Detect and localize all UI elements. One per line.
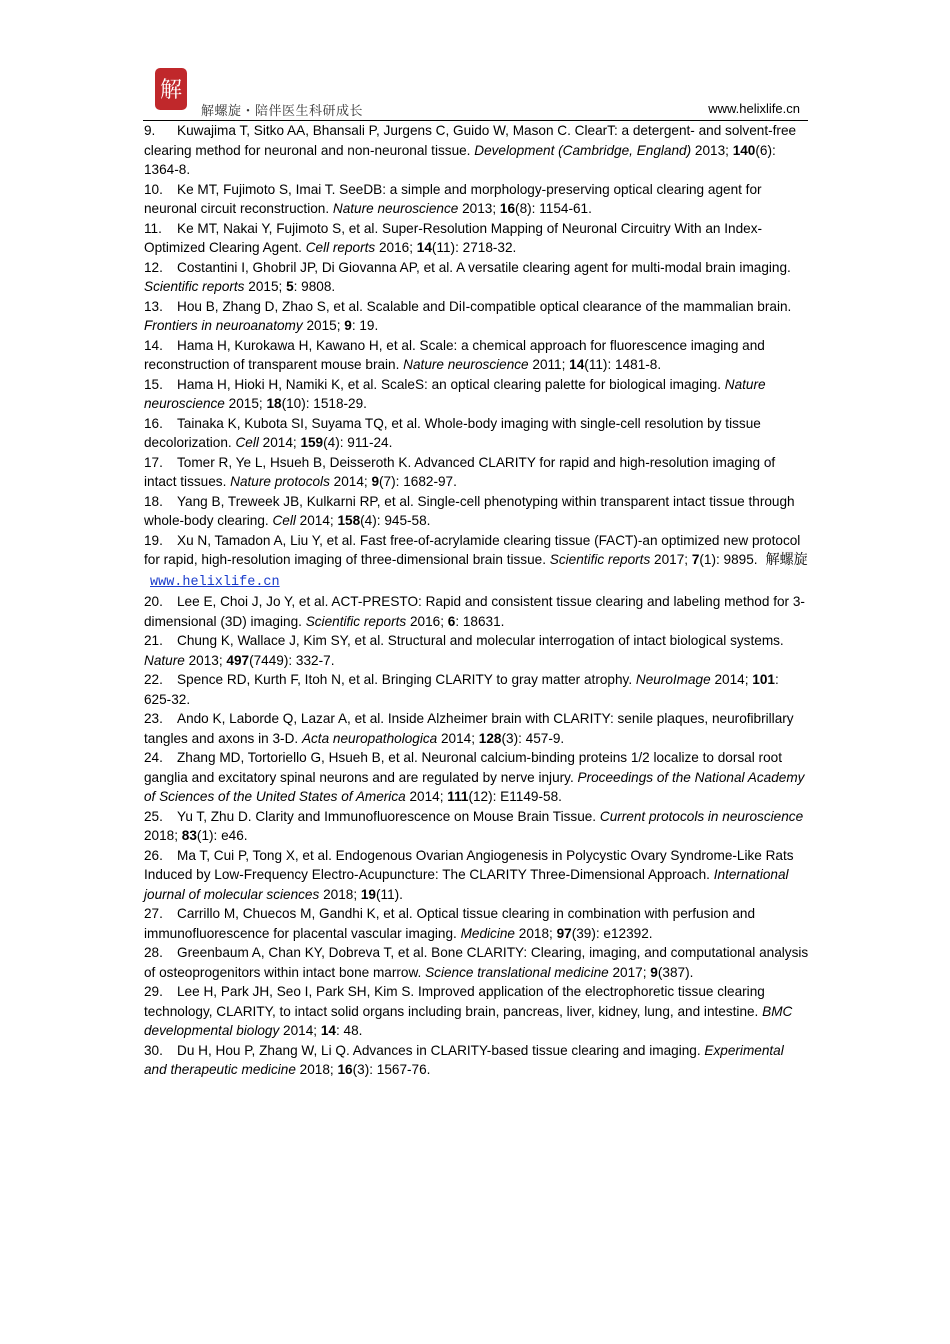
- reference-authors-title: Ma T, Cui P, Tong X, et al. Endogenous Ovarian Angiogenesis in Polycystic Ovary Syndrome-Like Rats Induced by Low-Frequency Electro-Acupuncture: The CLARITY Three-Dimensional Approach.: [144, 847, 794, 882]
- reference-authors-title: Ke MT, Nakai Y, Fujimoto S, et al. Super-Resolution Mapping of Neuronal Circuitry With an Index-Optimized Clearing Agent.: [144, 220, 763, 255]
- brand-slogan: 解螺旋・陪伴医生科研成长: [201, 104, 364, 119]
- reference-authors-title: Carrillo M, Chuecos M, Gandhi K, et al. Optical tissue clearing in combination with perfusion and immunofluorescence for placental vascular imaging.: [144, 906, 756, 941]
- reference-volume: 111: [447, 789, 469, 804]
- reference-entry: [144, 904, 809, 943]
- reference-number: 27.: [144, 906, 163, 921]
- reference-entry: [144, 846, 809, 905]
- reference-number: 25.: [144, 808, 163, 824]
- reference-journal: Nature neuroscience: [144, 376, 766, 411]
- reference-pages: (11): 2718-32.: [431, 240, 517, 255]
- reference-year: 2014;: [405, 789, 448, 804]
- reference-journal: Current protocols in neuroscience: [599, 808, 804, 824]
- reference-pages: (4): 945-58.: [360, 513, 431, 528]
- reference-authors-title: Yu T, Zhu D. Clarity and Immunofluorescence on Mouse Brain Tissue.: [177, 808, 600, 824]
- reference-number: 21.: [144, 633, 163, 648]
- reference-pages: : 9808.: [293, 279, 336, 294]
- reference-authors-title: Greenbaum A, Chan KY, Dobreva T, et al. Bone CLARITY: Clearing, imaging, and computational analysis of osteoprogenitors within intact bone marrow.: [144, 945, 809, 980]
- reference-journal: Cell: [272, 513, 296, 528]
- helixlife-logo-icon: [153, 66, 189, 112]
- reference-authors-title: Lee H, Park JH, Seo I, Park SH, Kim S. Improved application of the electrophoretic tissue clearing technology, CLARITY, to intact solid organs including brain, pancreas, liver, kidney, lung, and intestine.: [144, 984, 765, 1019]
- reference-pages: (1): e46.: [196, 828, 248, 843]
- reference-volume: 83: [181, 828, 197, 843]
- reference-journal: Development (Cambridge, England): [474, 142, 692, 158]
- reference-number: 13.: [144, 298, 163, 314]
- reference-volume: 16: [499, 201, 516, 216]
- reference-volume: 159: [300, 435, 324, 450]
- reference-volume: 9: [344, 318, 352, 333]
- reference-year: 2016;: [375, 240, 417, 255]
- reference-volume: 19: [360, 886, 376, 902]
- reference-journal: Nature neuroscience: [403, 357, 529, 372]
- reference-volume: 97: [556, 925, 572, 941]
- reference-journal: Scientific reports: [144, 279, 245, 294]
- reference-entry: [144, 258, 809, 297]
- reference-volume: 497: [226, 652, 250, 668]
- reference-volume: 5: [286, 279, 294, 294]
- reference-number: 29.: [144, 984, 163, 999]
- reference-pages: (7449): 332-7.: [249, 652, 335, 668]
- reference-volume: 158: [337, 513, 361, 528]
- watermark-text: 解螺旋: [765, 552, 808, 568]
- reference-journal: International journal of molecular sciences: [144, 867, 789, 902]
- reference-authors-title: Zhang MD, Tortoriello G, Hsueh B, et al. Neuronal calcium-binding proteins 1/2 localize to dorsal root ganglia and excitatory spinal neurons and are regulated by nerve injury.: [144, 750, 782, 785]
- reference-year: 2017;: [608, 964, 651, 980]
- reference-volume: 140: [732, 142, 756, 158]
- reference-volume: 14: [320, 1023, 336, 1038]
- reference-entry: [144, 709, 809, 748]
- reference-pages: (3): 1567-76.: [352, 1062, 431, 1077]
- reference-authors-title: Costantini I, Ghobril JP, Di Giovanna AP, et al. A versatile clearing agent for multi-modal brain imaging.: [177, 259, 791, 275]
- reference-pages: : 48.: [335, 1023, 363, 1038]
- reference-journal: Scientific reports: [305, 613, 407, 629]
- reference-entry: [144, 492, 809, 531]
- reference-year: 2013;: [691, 142, 733, 158]
- reference-year: 2015;: [244, 279, 287, 294]
- reference-pages: : 18631.: [455, 613, 505, 629]
- reference-entry: [144, 943, 809, 982]
- reference-authors-title: Hama H, Kurokawa H, Kawano H, et al. Scale: a chemical approach for fluorescence imaging and reconstruction of transparent mouse brain.: [144, 337, 765, 372]
- reference-journal: Nature: [144, 652, 185, 668]
- reference-entry: [144, 414, 809, 453]
- reference-number: 19.: [144, 532, 163, 548]
- reference-year: 2017;: [650, 552, 692, 567]
- reference-year: 2015;: [302, 318, 345, 333]
- reference-entry: [144, 219, 809, 258]
- reference-entry: [144, 748, 809, 807]
- reference-authors-title: Hou B, Zhang D, Zhao S, et al. Scalable and DiI-compatible optical clearance of the mammalian brain.: [177, 298, 792, 314]
- reference-number: 23.: [144, 711, 163, 726]
- reference-year: 2018;: [295, 1062, 338, 1077]
- reference-number: 26.: [144, 847, 163, 863]
- reference-authors-title: Xu N, Tamadon A, Liu Y, et al. Fast free-of-acrylamide clearing tissue (FACT)-an optimized new protocol for rapid, high-resolution imaging of three-dimensional brain tissue.: [144, 532, 801, 567]
- reference-entry: [144, 670, 809, 709]
- site-url[interactable]: www.helixlife.cn: [708, 101, 800, 116]
- reference-number: 22.: [144, 672, 163, 687]
- reference-entry: [144, 453, 809, 492]
- reference-number: 18.: [144, 493, 163, 509]
- reference-number: 11.: [144, 220, 162, 236]
- reference-volume: 14: [416, 240, 432, 255]
- reference-entry: [144, 297, 809, 336]
- reference-journal: Cell: [235, 435, 259, 450]
- reference-year: 2011;: [528, 357, 570, 372]
- reference-year: 2018;: [319, 886, 361, 902]
- page-header: [143, 64, 808, 121]
- reference-journal: NeuroImage: [635, 672, 711, 687]
- reference-entry: [144, 631, 809, 670]
- reference-entry: [144, 592, 809, 631]
- reference-authors-title: Chung K, Wallace J, Kim SY, et al. Structural and molecular interrogation of intact biological systems.: [177, 633, 784, 648]
- reference-pages: (11): 1481-8.: [584, 357, 662, 372]
- reference-number: 17.: [144, 454, 163, 470]
- reference-number: 12.: [144, 259, 163, 275]
- reference-volume: 7: [691, 552, 700, 567]
- reference-pages: (6): 1364-8.: [144, 142, 776, 177]
- reference-authors-title: Spence RD, Kurth F, Itoh N, et al. Bringing CLARITY to gray matter atrophy.: [177, 672, 636, 687]
- reference-number: 15.: [144, 376, 163, 392]
- reference-year: 2013;: [184, 652, 227, 668]
- reference-pages: (3): 457-9.: [501, 730, 565, 746]
- reference-pages: (10): 1518-29.: [281, 396, 367, 411]
- reference-volume: 16: [337, 1062, 353, 1077]
- reference-pages: (4): 911-24.: [323, 435, 393, 450]
- reference-authors-title: Tomer R, Ye L, Hsueh B, Deisseroth K. Advanced CLARITY for rapid and high-resolution imaging of intact tissues.: [144, 454, 776, 489]
- reference-volume: 14: [569, 357, 585, 372]
- reference-year: 2013;: [458, 201, 500, 216]
- reference-pages: : 19.: [351, 318, 379, 333]
- reference-list: [144, 121, 809, 1080]
- reference-pages: : 625-32.: [144, 672, 779, 707]
- reference-entry: [144, 531, 809, 593]
- reference-journal: Scientific reports: [549, 552, 651, 567]
- reference-number: 30.: [144, 1042, 163, 1058]
- reference-entry: [144, 180, 809, 219]
- reference-journal: Proceedings of the National Academy of Sciences of the United States of America: [144, 769, 805, 804]
- reference-volume: 101: [752, 672, 775, 687]
- reference-number: 10.: [144, 181, 163, 197]
- logo-text: 解: [159, 78, 183, 103]
- reference-entry: [144, 375, 809, 414]
- reference-authors-title: Kuwajima T, Sitko AA, Bhansali P, Jurgens C, Guido W, Mason C. ClearT: a detergent- and solvent-free clearing method for neuronal and non-neuronal tissue.: [144, 123, 797, 158]
- reference-pages: (11).: [376, 886, 403, 902]
- reference-number: 16.: [144, 415, 163, 431]
- reference-year: 2014;: [710, 672, 753, 687]
- reference-year: 2014;: [437, 730, 479, 746]
- reference-year: 2014;: [258, 435, 301, 450]
- reference-authors-title: Ke MT, Fujimoto S, Imai T. SeeDB: a simple and morphology-preserving optical clearing agent for neuronal circuit reconstruction.: [144, 181, 762, 216]
- reference-journal: Medicine: [460, 925, 515, 941]
- reference-journal: Nature protocols: [230, 474, 330, 489]
- reference-authors-title: Tainaka K, Kubota SI, Suyama TQ, et al. Whole-body imaging with single-cell resolution by tissue decolorization.: [144, 415, 761, 450]
- reference-pages: (12): E1149-58.: [468, 789, 562, 804]
- reference-authors-title: Du H, Hou P, Zhang W, Li Q. Advances in CLARITY-based tissue clearing and imaging.: [177, 1042, 705, 1058]
- reference-entry: [144, 807, 809, 846]
- reference-journal: Cell reports: [305, 240, 376, 255]
- reference-entry: [144, 121, 809, 180]
- reference-pages: (1): 9895.: [699, 552, 758, 567]
- reference-year: 2015;: [224, 396, 267, 411]
- reference-entry: [144, 1041, 809, 1080]
- reference-number: 20.: [144, 594, 163, 609]
- reference-journal: Frontiers in neuroanatomy: [144, 318, 303, 333]
- watermark-link[interactable]: www.helixlife.cn: [150, 574, 280, 590]
- reference-number: 28.: [144, 945, 163, 960]
- reference-journal: Nature neuroscience: [332, 201, 459, 216]
- reference-journal: Acta neuropathologica: [301, 730, 438, 746]
- reference-number: 14.: [144, 337, 163, 353]
- reference-number: 24.: [144, 750, 163, 765]
- reference-year: 2014;: [329, 474, 372, 489]
- reference-year: 2014;: [295, 513, 338, 528]
- reference-pages: (8): 1154-61.: [515, 201, 592, 216]
- reference-journal: Experimental and therapeutic medicine: [144, 1042, 784, 1077]
- reference-volume: 128: [478, 730, 502, 746]
- reference-year: 2016;: [406, 613, 448, 629]
- reference-volume: 9: [650, 964, 658, 980]
- reference-volume: 18: [266, 396, 282, 411]
- reference-journal: BMC developmental biology: [144, 1003, 793, 1038]
- reference-pages: (7): 1682-97.: [379, 474, 457, 489]
- reference-authors-title: Hama H, Hioki H, Namiki K, et al. ScaleS: an optical clearing palette for biological imaging.: [177, 376, 725, 392]
- reference-pages: (39): e12392.: [571, 925, 653, 941]
- reference-year: 2018;: [144, 828, 182, 843]
- reference-authors-title: Ando K, Laborde Q, Lazar A, et al. Inside Alzheimer brain with CLARITY: senile plaques, neurofibrillary tangles and axons in 3-D.: [144, 711, 794, 746]
- reference-entry: [144, 336, 809, 375]
- reference-authors-title: Yang B, Treweek JB, Kulkarni RP, et al. Single-cell phenotyping within transparent intact tissue through whole-body clearing.: [144, 493, 795, 528]
- reference-authors-title: Lee E, Choi J, Jo Y, et al. ACT-PRESTO: Rapid and consistent tissue clearing and labeling method for 3-dimensional (3D) imaging.: [144, 594, 805, 629]
- reference-pages: (387).: [657, 964, 694, 980]
- reference-volume: 9: [371, 474, 380, 489]
- reference-year: 2018;: [515, 925, 557, 941]
- reference-volume: 6: [447, 613, 456, 629]
- reference-year: 2014;: [279, 1023, 321, 1038]
- reference-number: 9.: [144, 123, 156, 138]
- reference-journal: Science translational medicine: [425, 964, 609, 980]
- reference-entry: [144, 982, 809, 1041]
